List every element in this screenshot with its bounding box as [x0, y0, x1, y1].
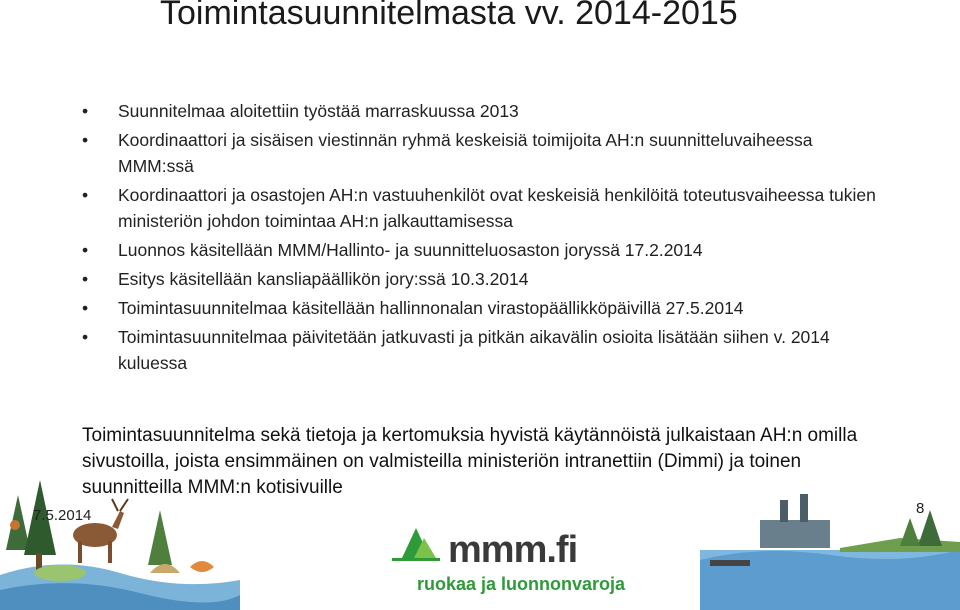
logo-text: mmm.fi: [448, 529, 578, 571]
bullet-item: • Esitys käsitellään kansliapäällikön jory:ssä 10.3.2014: [82, 266, 882, 292]
nature-illustration-left: [0, 455, 240, 610]
slide-title: Toimintasuunnitelmasta vv. 2014-2015: [160, 0, 738, 32]
bullet-list: [82, 98, 882, 379]
page-number: 8: [916, 500, 925, 517]
bullet-item: • Suunnitelmaa aloitettiin työstää marraskuussa 2013: [82, 98, 882, 124]
bullet-item: • Toimintasuunnitelmaa käsitellään hallinnonalan virastopäällikköpäivillä 27.5.2014: [82, 295, 882, 321]
bullet-item: • Koordinaattori ja osastojen AH:n vastuuhenkilöt ovat keskeisiä henkilöitä toteutusvaiheessa tukien ministeriön johdon toimintaa AH:n jalkauttamisessa: [82, 182, 882, 234]
bullet-item: • Luonnos käsitellään MMM/Hallinto- ja suunnitteluosaston joryssä 17.2.2014: [82, 237, 882, 263]
mmm-logo-icon: [392, 520, 592, 605]
bullet-item-large: Toimintasuunnitelma sekä tietoja ja kertomuksia hyvistä käytännöistä julkaistaan AH:n omilla sivustoilla, joista ensimmäinen on valmisteilla ministeriön intranettiin (Dimmi) ja toinen suunnitteilla MMM:n kotisivuille: [82, 425, 858, 498]
logo-tagline: ruokaa ja luonnonvaroja: [417, 574, 626, 594]
footer-date: 7.5.2014: [33, 507, 92, 524]
bullet-item: • Koordinaattori ja sisäisen viestinnän ryhmä keskeisiä toimijoita AH:n suunnitteluvaiheessa MMM:ssä: [82, 127, 882, 179]
bullet-item: • Toimintasuunnitelmaa päivitetään jatkuvasti ja pitkän aikavälin osioita lisätään siihen v. 2014 kuluessa: [82, 324, 882, 376]
